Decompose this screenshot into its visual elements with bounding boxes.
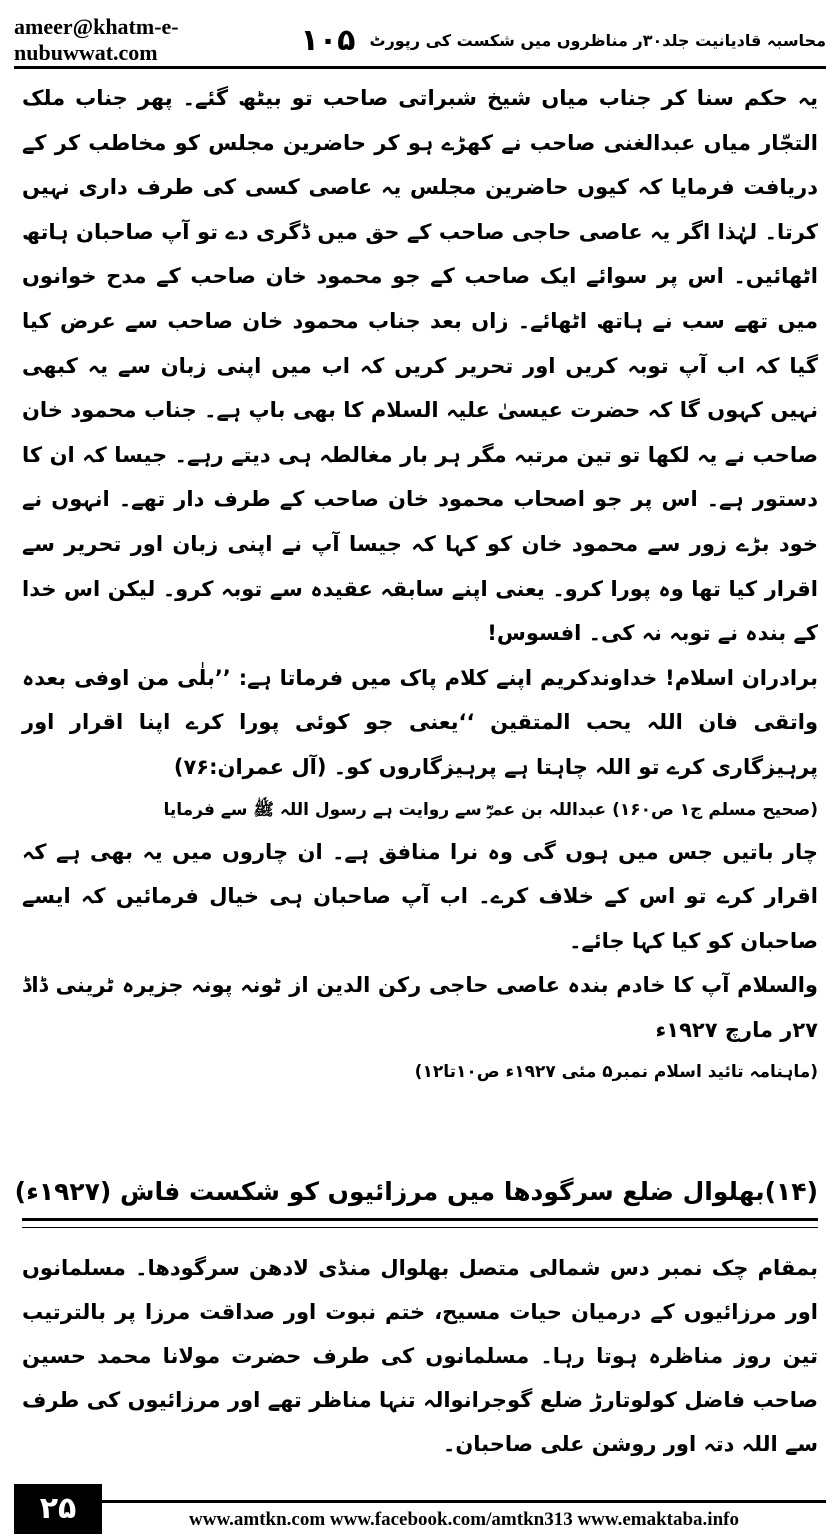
paragraph-3: چار باتیں جس میں ہوں گی وہ نرا منافق ہے۔ ان چاروں میں یہ بھی ہے کہ اقرار کرے تو اس کے خلاف کرے۔ اب آپ صاحبان ہی خیال فرمائیں کہ ایسے صاحبان کو کیا کہا جائے۔	[22, 839, 818, 953]
footer-page-box: ۲۵	[14, 1484, 102, 1534]
paragraph-2: برادران اسلام! خداوندکریم اپنے کلام پاک میں فرماتا ہے: ’’بلٰی من اوفی بعدہ واتقی فان اللہ یحب المتقین ‘‘یعنی جو کوئی پورا کرے اپنا اقرار اور پرہیزگاری کرے تو اللہ چاہتا ہے پرہیزگاروں کو۔ (آل عمران:۷۶)	[22, 665, 818, 779]
section-paragraph-1: بمقام چک نمبر دس شمالی متصل بھلوال منڈی لادھن سرگودھا۔ مسلمانوں اور مرزائیوں کے درمیان حیات مسیح، ختم نبوت اور صداقت مرزا پر بالترتیب تین روز مناظرہ ہوتا رہا۔ مسلمانوں کی طرف حضرت مولانا محمد حسین صاحب فاضل کولوتارڑ ضلع گوجرانوالہ تنہا مناظر تھے اور مرزائیوں کی طرف سے اللہ دتہ اور روشن علی صاحبان۔	[22, 1256, 818, 1456]
main-text	[22, 76, 818, 1092]
header-email[interactable]: ameer@khatm-e-nubuwwat.com	[14, 14, 179, 65]
header-page-number: ۱۰۵	[300, 22, 356, 58]
citation-magazine: (ماہنامہ تائید اسلام نمبر۵ مئی ۱۹۲۷ء ص۱۰تا۱۲)	[414, 1062, 818, 1083]
signature-line: والسلام آپ کا خادم بندہ عاصی حاجی رکن الدین از ٹونہ پونہ جزیرہ ٹرینی ڈاڈ ۲۷ر مارچ ۱۹۲۷ء	[22, 973, 818, 1042]
section-heading: (۱۴)بھلوال ضلع سرگودھا میں مرزائیوں کو شکست فاش (۱۹۲۷ء)	[22, 1166, 818, 1221]
section-divider	[22, 1227, 818, 1228]
paragraph-1: یہ حکم سنا کر جناب میاں شیخ شبراتی صاحب تو بیٹھ گئے۔ پھر جناب ملک التجّار میاں عبدالغنی صاحب نے کھڑے ہو کر حاضرین مجلس کو مخاطب کر کے دریافت فرمایا کہ کیوں حاضرین مجلس یہ عاصی کسی کی طرف داری نہیں کرتا۔ لہٰذا اگر یہ عاصی حاجی صاحب کے حق میں ڈگری دے تو آپ صاحبان ہاتھ اٹھائیں۔ اس پر سوائے ایک صاحب کے جو محمود خان صاحب کے مدح خوانوں میں تھے سب نے ہاتھ اٹھائے۔ زاں بعد جناب محمود خان صاحب سے عرض کیا گیا کہ اب آپ توبہ کریں اور تحریر کریں کہ اب میں اپنی زبان سے یہ کبھی نہیں کہوں گا کہ حضرت عیسیٰ علیہ السلام کا بھی باپ ہے۔ جناب محمود خان صاحب نے یہ لکھا تو تین مرتبہ مگر ہر بار مغالطہ ہی دیتے رہے۔ جیسا کہ ان کا دستور ہے۔ اس پر جو اصحاب محمود خان صاحب کے طرف دار تھے۔ انہوں نے خود بڑے زور سے محمود خان کو کہا کہ جیسا آپ نے اپنی زبان اور تحریر سے اقرار کیا تھا وہ پورا کرو۔ یعنی اپنے سابقہ عقیدہ سے توبہ کرو۔ لیکن اس خدا کے بندہ نے توبہ نہ کی۔ افسوس!	[22, 86, 818, 646]
footer-links[interactable]: www.amtkn.com www.facebook.com/amtkn313 www.emaktaba.info	[102, 1500, 826, 1537]
section-text	[22, 1246, 818, 1466]
citation-muslim: (صحیح مسلم ج۱ ص۱۶۰) عبداللہ بن عمرؓ سے روایت ہے رسول اللہ ﷺ سے فرمایا	[163, 799, 818, 820]
header-book-title: محاسبہ قادیانیت جلد۳۰ر مناظروں میں شکست کی رپورٹ	[369, 30, 826, 50]
page-header	[14, 14, 826, 65]
page-footer	[0, 1478, 840, 1540]
header-divider	[14, 66, 826, 69]
